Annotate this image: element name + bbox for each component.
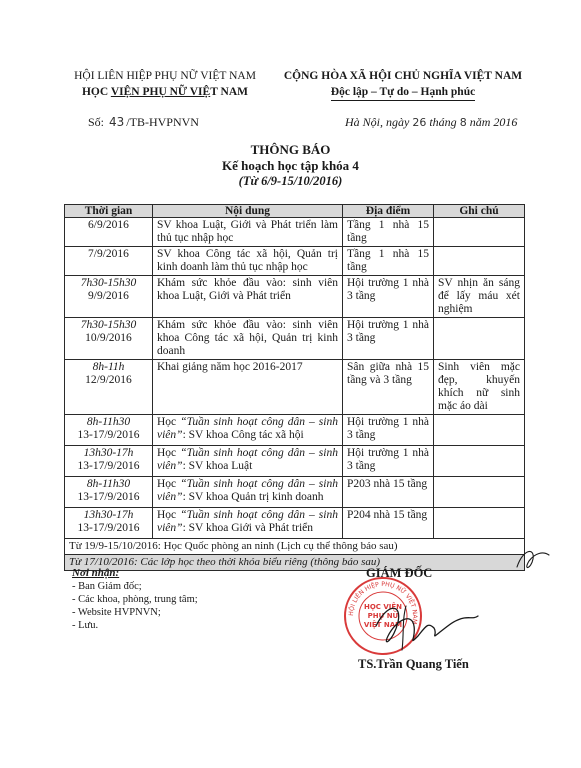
table-row — [65, 360, 525, 415]
place-date: Hà Nội, ngày 26 tháng 8 năm 2016 — [345, 115, 518, 129]
seal-line: VIỆT NAM — [363, 621, 403, 629]
note-cell — [434, 415, 525, 446]
handwritten-month: 8 — [459, 116, 467, 129]
column-header: Địa điểm — [343, 205, 434, 218]
table-row — [65, 415, 525, 446]
issuer-block — [60, 68, 270, 100]
organization-name: HỌC VIỆN PHỤ NỮ VIỆT NAM — [81, 86, 249, 98]
time-cell: 7/9/2016 — [65, 247, 153, 276]
content-cell: Khám sức khỏe đầu vào: sinh viên khoa Công tác xã hội, Quản trị kinh doanh — [153, 318, 343, 360]
handwritten-number: 43 — [109, 115, 125, 129]
national-motto: Độc lập – Tự do – Hạnh phúc — [331, 85, 475, 101]
table-footer-row — [65, 539, 525, 555]
content-cell: Khai giảng năm học 2016-2017 — [153, 360, 343, 415]
signer-name: TS.Trần Quang Tiến — [358, 657, 469, 671]
table-row — [65, 218, 525, 247]
location-cell: P204 nhà 15 tầng — [343, 508, 434, 539]
timetable-note: Từ 17/10/2016: Các lớp học theo thời khóa biểu riêng (thông báo sau) — [65, 555, 525, 571]
location-cell: P203 nhà 15 tầng — [343, 477, 434, 508]
location-cell: Hội trường 1 nhà 3 tầng — [343, 415, 434, 446]
handwritten-day: 26 — [412, 116, 427, 129]
seal-ring-text: HỘI LIÊN HIỆP PHỤ NỮ VIỆT NAM — [347, 580, 419, 625]
initial-mark — [513, 543, 553, 573]
note-cell — [434, 508, 525, 539]
recipient-item: - Ban Giám đốc; — [72, 581, 142, 592]
seal-line: HỌC VIỆN — [363, 603, 403, 611]
note-cell — [434, 477, 525, 508]
table-row — [65, 318, 525, 360]
note-cell — [434, 318, 525, 360]
document-type: THÔNG BÁO — [250, 142, 331, 157]
seal-line: PHỤ NỮ — [367, 612, 399, 620]
time-cell: 6/9/2016 — [65, 218, 153, 247]
time-cell: 13h30-17h 13-17/9/2016 — [65, 508, 153, 539]
parent-organization: HỘI LIÊN HIỆP PHỤ NỮ VIỆT NAM — [74, 70, 256, 82]
recipient-item: - Lưu. — [72, 620, 99, 631]
location-cell: Sân giữa nhà 15 tầng và 3 tầng — [343, 360, 434, 415]
note-cell — [434, 446, 525, 477]
note-cell: Sinh viên mặc đẹp, khuyến khích nữ sinh mặc áo dài — [434, 360, 525, 415]
national-header — [278, 68, 528, 101]
nation-name: CỘNG HÒA XÃ HỘI CHỦ NGHĨA VIỆT NAM — [283, 70, 523, 82]
column-header: Thời gian — [65, 205, 153, 218]
time-cell: 8h-11h 12/9/2016 — [65, 360, 153, 415]
location-cell: Tầng 1 nhà 15 tầng — [343, 218, 434, 247]
handwritten-signature — [368, 596, 480, 656]
table-row — [65, 247, 525, 276]
time-cell: 8h-11h30 13-17/9/2016 — [65, 477, 153, 508]
document-title: Kế hoạch học tập khóa 4 — [222, 158, 359, 173]
document-period: (Từ 6/9-15/10/2016) — [238, 174, 343, 188]
content-cell: Học “Tuần sinh hoạt công dân – sinh viên”: SV khoa Luật — [153, 446, 343, 477]
table-row — [65, 508, 525, 539]
time-cell: 8h-11h30 13-17/9/2016 — [65, 415, 153, 446]
recipients-heading: Nơi nhận: — [72, 567, 120, 579]
note-cell: SV nhịn ăn sáng để lấy máu xét nghiệm — [434, 276, 525, 318]
location-cell: Tầng 1 nhà 15 tầng — [343, 247, 434, 276]
time-cell: 7h30-15h30 10/9/2016 — [65, 318, 153, 360]
content-cell: Học “Tuần sinh hoạt công dân – sinh viên”: SV khoa Quản trị kinh doanh — [153, 477, 343, 508]
table-row — [65, 276, 525, 318]
defense-training-note: Từ 19/9-15/10/2016: Học Quốc phòng an ninh (Lịch cụ thể thông báo sau) — [65, 539, 525, 555]
signer-position: GIÁM ĐỐC — [366, 566, 433, 580]
column-header: Nội dung — [153, 205, 343, 218]
content-cell: SV khoa Luật, Giới và Phát triển làm thủ tục nhập học — [153, 218, 343, 247]
schedule-table — [64, 204, 525, 571]
recipients-block — [72, 567, 198, 632]
content-cell: SV khoa Công tác xã hội, Quản trị kinh doanh làm thủ tục nhập học — [153, 247, 343, 276]
time-cell: 13h30-17h 13-17/9/2016 — [65, 446, 153, 477]
column-header: Ghi chú — [434, 205, 525, 218]
location-cell: Hội trường 1 nhà 3 tầng — [343, 446, 434, 477]
location-cell: Hội trường 1 nhà 3 tầng — [343, 276, 434, 318]
recipient-item: - Website HVPNVN; — [72, 607, 161, 618]
note-cell — [434, 247, 525, 276]
table-row — [65, 477, 525, 508]
content-cell: Học “Tuần sinh hoạt công dân – sinh viên”: SV khoa Công tác xã hội — [153, 415, 343, 446]
table-row — [65, 446, 525, 477]
recipient-item: - Các khoa, phòng, trung tâm; — [72, 594, 198, 605]
content-cell: Khám sức khỏe đầu vào: sinh viên khoa Luật, Giới và Phát triển — [153, 276, 343, 318]
location-cell: Hội trường 1 nhà 3 tầng — [343, 318, 434, 360]
table-header-row — [65, 205, 525, 218]
note-cell — [434, 218, 525, 247]
document-number: Số: 43 /TB-HVPNVN — [88, 115, 199, 129]
time-cell: 7h30-15h30 9/9/2016 — [65, 276, 153, 318]
content-cell: Học “Tuần sinh hoạt công dân – sinh viên”: SV khoa Giới và Phát triển — [153, 508, 343, 539]
